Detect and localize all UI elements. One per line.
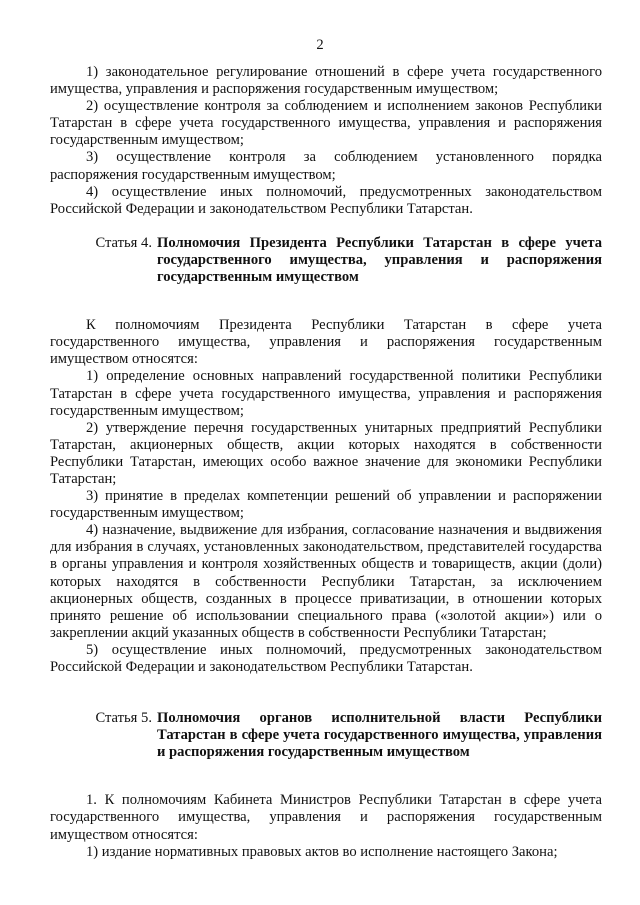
article-4-heading — [50, 235, 602, 286]
paragraph: 5) осуществление иных полномочий, предусмотренных законодательством Российской Федерации и законодательством Республики Татарстан. — [50, 641, 602, 675]
paragraph: 2) осуществление контроля за соблюдением и исполнением законов Республики Татарстан в сфере учета государственного имущества, управления и распоряжения государственным имуществом; — [50, 98, 602, 149]
page-number: 2 — [316, 37, 324, 53]
article-4-title: Полномочия Президента Республики Татарстан в сфере учета государственного имущества, управления и распоряжения государственным имуществом — [157, 234, 602, 286]
paragraph: 4) осуществление иных полномочий, предусмотренных законодательством Российской Федерации и законодательством Республики Татарстан. — [50, 183, 602, 217]
paragraph: 3) принятие в пределах компетенции решений об управлении и распоряжении государственным имуществом; — [50, 488, 602, 522]
paragraph: 4) назначение, выдвижение для избрания, согласование назначения и выдвижения для избрания в случаях, установленных законодательством, представителей государства в органы управления и контроля хозяйственных обществ и товариществ, акции (доли) которых находятся в собственности Республики Татарстан, за исключением акционерных обществ, созданных в процессе приватизации, в отношении которых принято решение об использовании специального права («золотой акции») или о закреплении акций указанных обществ в собственности Республики Татарстан; — [50, 522, 602, 641]
paragraph: 3) осуществление контроля за соблюдением установленного порядка распоряжения государственным имуществом; — [50, 149, 602, 183]
paragraph: 1) определение основных направлений государственной политики Республики Татарстан в сфере учета государственного имущества, управления и распоряжения государственным имуществом; — [50, 368, 602, 419]
article-5-heading — [50, 710, 602, 761]
article-5-title: Полномочия органов исполнительной власти Республики Татарстан в сфере учета государственного имущества, управления и распоряжения государственным имуществом — [157, 710, 602, 761]
paragraph: 1) законодательное регулирование отношений в сфере учета государственного имущества, управления и распоряжения государственным имуществом; — [50, 64, 602, 98]
paragraph: 1. К полномочиям Кабинета Министров Республики Татарстан в сфере учета государственного имущества, управления и распоряжения государственным имуществом относятся: — [50, 792, 602, 843]
article-4-label: Статья 4. — [95, 234, 152, 251]
paragraph: 2) утверждение перечня государственных унитарных предприятий Республики Татарстан, акционерных обществ, акции которых находятся в собственности Республики Татарстан, имеющих особо важное значение для экономики Республики Татарстан; — [50, 419, 602, 487]
article-5-label: Статья 5. — [95, 710, 152, 727]
paragraph: К полномочиям Президента Республики Татарстан в сфере учета государственного имущества, управления и распоряжения государственным имуществом относятся: — [50, 317, 602, 368]
paragraph: 1) издание нормативных правовых актов во исполнение настоящего Закона; — [86, 843, 558, 860]
document-body — [50, 64, 602, 861]
